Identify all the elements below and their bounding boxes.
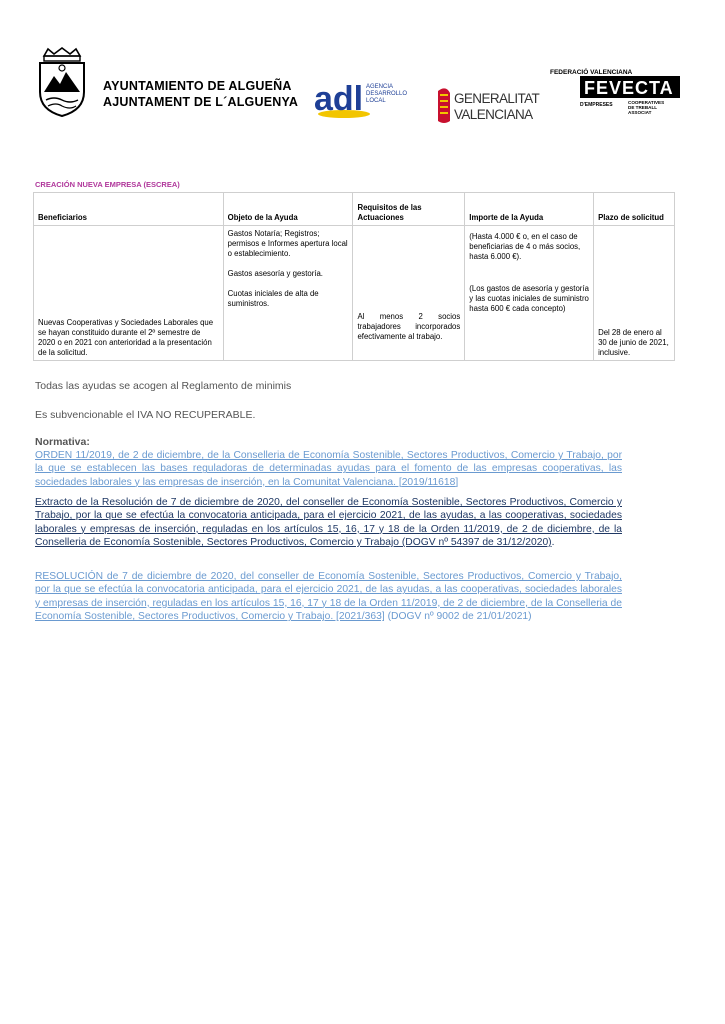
municipality-name	[103, 78, 298, 110]
requisitos-text: Al menos 2 socios trabajadores incorporados efectivamente al trabajo.	[357, 312, 461, 341]
normativa-title: Normativa:	[35, 436, 90, 448]
cell-plazo	[594, 226, 675, 361]
importe-text-2: (Los gastos de asesoría y gestoría y las cuotas iniciales de suministro hasta 600 € cada concepto)	[469, 284, 589, 313]
generalitat-valenciana-logo	[434, 83, 544, 125]
fevecta-mark: FEVECTA	[584, 78, 674, 98]
header-objeto: Objeto de la Ayuda	[223, 193, 353, 226]
header-beneficiarios: Beneficiarios	[34, 193, 224, 226]
fevecta-sub-right-2: DE TREBALL	[628, 105, 658, 110]
cell-requisitos	[353, 226, 465, 361]
objeto-item-2: Gastos asesoría y gestoría.	[227, 269, 323, 278]
adl-logo-text-3: LOCAL	[366, 98, 386, 104]
cell-beneficiarios	[34, 226, 224, 361]
extracto-resolucion-link[interactable]: Extracto de la Resolución de 7 de diciembre de 2020, del conseller de Economía Sostenible, Sectores Productivos, Comercio y Trabajo, por la que se efectúa la convocatoria anticipada, para el ejercicio 2021, de las ayudas, a las cooperativas, sociedades laborales y empresas de inserción, reguladas en los artículos 15, 16, 17 y 18 de la Orden 11/2019, de 2 de diciembre, de la Conselleria de Economía Sostenible, Sectores Productivos, Comercio y Trabajo (DOGV nº 54397 de 31/12/2020)	[35, 497, 622, 549]
fevecta-sub-right-3: ASSOCIAT	[628, 110, 652, 114]
adl-agency-logo	[312, 76, 412, 122]
gv-logo-line2: VALENCIANA	[454, 107, 533, 122]
note-minimis: Todas las ayudas se acogen al Reglamento de minimis	[35, 380, 292, 392]
section-title: CREACIÓN NUEVA EMPRESA (ESCREA)	[35, 180, 180, 189]
header-requisitos: Requisitos de las Actuaciones	[353, 193, 465, 226]
orden-11-2019-link[interactable]: ORDEN 11/2019, de 2 de diciembre, de la Conselleria de Economía Sostenible, Sectores Productivos, Comercio y Trabajo, por la que se establecen las bases reguladoras de determinadas ayudas para el fomento de las empresas cooperativas, las sociedades laborales y las empresas de inserción, en la Comunitat Valenciana. [2019/11618]	[35, 450, 622, 488]
cell-objeto	[223, 226, 353, 361]
municipal-crest-icon	[34, 46, 90, 118]
note-iva: Es subvencionable el IVA NO RECUPERABLE.	[35, 409, 256, 421]
normativa-item-3[interactable]	[35, 570, 622, 624]
adl-logo-text-1: AGENCIA	[366, 84, 394, 90]
normativa-item-1[interactable]	[35, 449, 622, 489]
table-row	[34, 226, 675, 361]
plazo-text: Del 28 de enero al 30 de junio de 2021, inclusive.	[598, 328, 669, 357]
adl-logo-mark: adl	[314, 80, 364, 118]
fevecta-sub-right-1: COOPERATIVES	[628, 100, 665, 105]
normativa-item-2[interactable]	[35, 496, 622, 550]
document-header	[0, 0, 725, 140]
cell-importe	[465, 226, 594, 361]
header-plazo: Plazo de solicitud	[594, 193, 675, 226]
importe-text-1: (Hasta 4.000 € o, en el caso de beneficiarias de 4 o más socios, hasta 6.000 €).	[469, 232, 581, 261]
extracto-suffix: .	[551, 537, 555, 549]
resolucion-link[interactable]: RESOLUCIÓN de 7 de diciembre de 2020, del conseller de Economía Sostenible, Sectores Productivos, Comercio y Trabajo, por la que se efectúa la convocatoria anticipada, para el ejercicio 2021, de las ayudas, a las cooperativas, sociedades laborales y empresas de inserción, reguladas en los artículos 15, 16, 17 y 18 de la Orden 11/2019, de 2 de diciembre, de la Conselleria de Economía Sostenible, Sectores Productivos, Comercio y Trabajo. [2021/363]	[35, 571, 622, 623]
aid-table	[33, 192, 675, 361]
resolucion-suffix: (DOGV nº 9002 de 21/01/2021)	[384, 611, 532, 623]
table-header-row	[34, 193, 675, 226]
municipality-name-es: AYUNTAMIENTO DE ALGUEÑA	[103, 79, 292, 93]
fevecta-sub-left: D'EMPRESES	[580, 102, 613, 108]
beneficiarios-text: Nuevas Cooperativas y Sociedades Laborales que se hayan constituido durante el 2º semestre de 2020 o en 2021 con anterioridad a la presentación de la solicitud.	[38, 318, 214, 357]
fevecta-logo	[546, 66, 686, 114]
objeto-item-1: Gastos Notaría; Registros; permisos e Informes apertura local o establecimiento.	[227, 229, 348, 258]
municipality-name-va: AJUNTAMENT DE L´ALGUENYA	[103, 95, 299, 109]
header-importe: Importe de la Ayuda	[465, 193, 594, 226]
fevecta-top-text: FEDERACIÓ VALENCIANA	[550, 69, 633, 76]
adl-logo-text-2: DESARROLLO	[366, 91, 408, 97]
gv-logo-line1: GENERALITAT	[454, 91, 540, 106]
objeto-item-3: Cuotas iniciales de alta de suministros.	[227, 289, 319, 308]
